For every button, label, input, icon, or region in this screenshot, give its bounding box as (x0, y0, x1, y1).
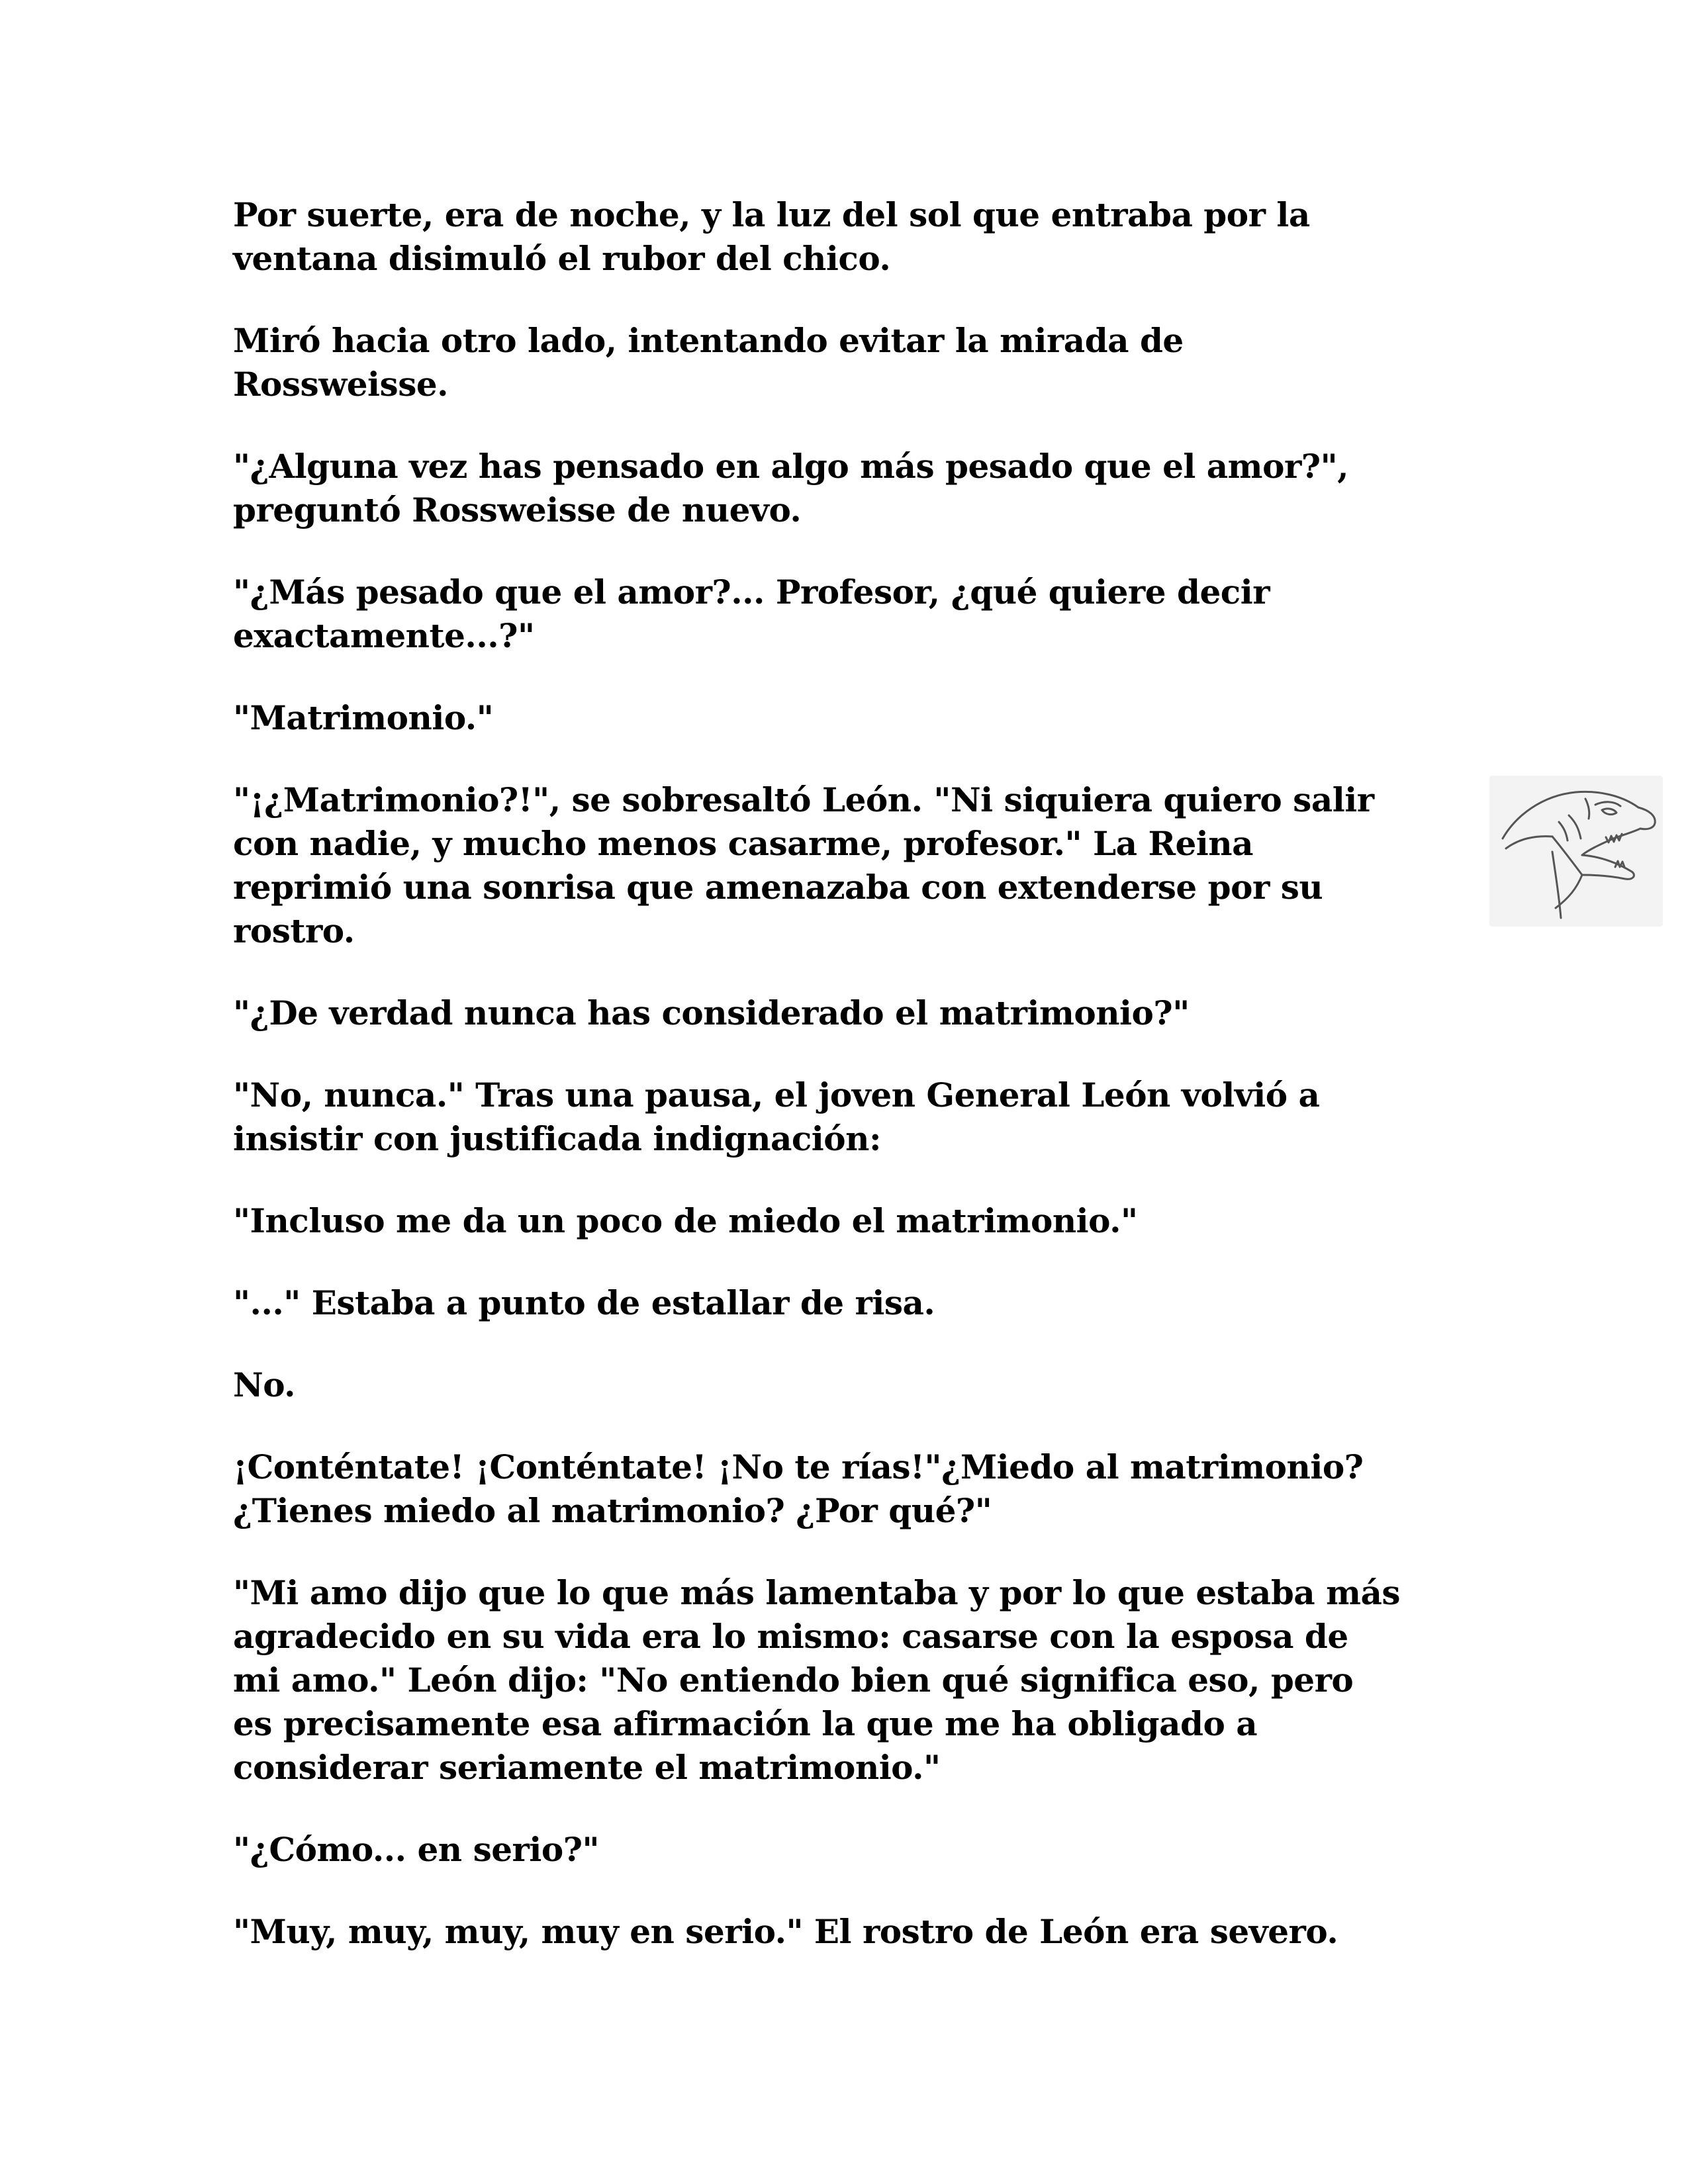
paragraph-1: Por suerte, era de noche, y la luz del sol que entraba por la ventana disimuló el rubor del chico. (233, 195, 1310, 278)
paragraph-8: "No, nunca." Tras una pausa, el joven General León volvió a insistir con justificada indignación: (233, 1075, 1320, 1158)
paragraph-14: "¿Cómo... en serio?" (233, 1830, 600, 1869)
dinosaur-sketch-svg (1489, 776, 1663, 927)
paragraph-9: "Incluso me da un poco de miedo el matrimonio." (233, 1201, 1138, 1240)
paragraph-13: "Mi amo dijo que lo que más lamentaba y por lo que estaba más agradecido en su vida era lo mismo: casarse con la esposa de mi amo." León dijo: "No entiendo bien qué significa eso, pero es precisamente esa afirmación la que me ha obligado a considerar seriamente el matrimonio." (233, 1573, 1401, 1787)
paragraph-15: "Muy, muy, muy, muy en serio." El rostro de León era severo. (233, 1912, 1338, 1951)
dinosaur-head-sketch-icon (1489, 776, 1663, 927)
paragraph-6: "¡¿Matrimonio?!", se sobresaltó León. "Ni siquiera quiero salir con nadie, y mucho menos casarme, profesor." La Reina reprimió una sonrisa que amenazaba con extenderse por su rostro. (233, 780, 1374, 950)
paragraph-11: No. (233, 1365, 296, 1404)
paragraph-5: "Matrimonio." (233, 698, 494, 737)
paragraph-12: ¡Conténtate! ¡Conténtate! ¡No te rías!"¿Miedo al matrimonio? ¿Tienes miedo al matrimonio? ¿Por qué?" (233, 1447, 1364, 1530)
body-text (233, 193, 1491, 1992)
paragraph-10: "..." Estaba a punto de estallar de risa. (233, 1283, 935, 1322)
paragraph-4: "¿Más pesado que el amor?... Profesor, ¿qué quiere decir exactamente...?" (233, 572, 1270, 655)
paragraph-7: "¿De verdad nunca has considerado el matrimonio?" (233, 993, 1190, 1032)
paragraph-2: Miró hacia otro lado, intentando evitar la mirada de Rossweisse. (233, 321, 1184, 404)
paragraph-3: "¿Alguna vez has pensado en algo más pesado que el amor?", preguntó Rossweisse de nuevo. (233, 447, 1349, 529)
